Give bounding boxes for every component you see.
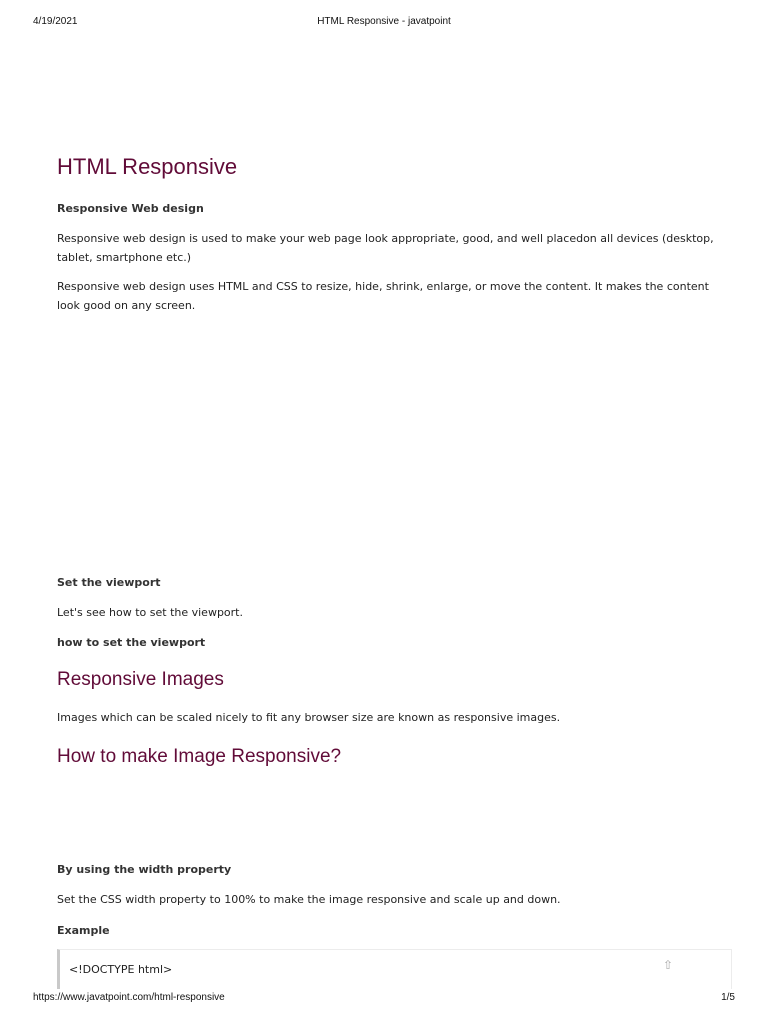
page-title: HTML Responsive	[57, 154, 238, 179]
responsive-images-heading: Responsive Images	[57, 669, 224, 690]
print-page-number: 1/5	[721, 992, 735, 1003]
example-label: Example	[57, 924, 110, 937]
code-example-box	[57, 949, 732, 989]
print-footer	[0, 992, 768, 1012]
responsive-web-design-heading: Responsive Web design	[57, 202, 204, 215]
responsive-images-text: Images which can be scaled nicely to fit any browser size are known as responsive images.	[57, 711, 561, 724]
print-header	[0, 16, 768, 36]
print-date: 4/19/2021	[33, 16, 78, 27]
print-page-title: HTML Responsive - javatpoint	[317, 16, 451, 27]
width-property-text: Set the CSS width property to 100% to make the image responsive and scale up and down.	[57, 893, 561, 906]
code-line: <!DOCTYPE html>	[69, 963, 173, 976]
responsive-web-design-paragraph-1: Responsive web design is used to make your web page look appropriate, good, and well placedon all devices (desktop, tablet, smartphone etc.)	[57, 232, 714, 264]
print-url: https://www.javatpoint.com/html-responsive	[33, 992, 225, 1003]
viewport-text: Let's see how to set the viewport.	[57, 606, 243, 619]
width-property-heading: By using the width property	[57, 863, 232, 876]
viewport-heading: Set the viewport	[57, 576, 161, 589]
viewport-caption: how to set the viewport	[57, 636, 206, 649]
responsive-web-design-paragraph-2: Responsive web design uses HTML and CSS to resize, hide, shrink, enlarge, or move the content. It makes the content look good on any screen.	[57, 280, 709, 312]
scroll-up-icon[interactable]: ⇧	[657, 952, 679, 978]
make-image-responsive-heading: How to make Image Responsive?	[57, 746, 342, 767]
